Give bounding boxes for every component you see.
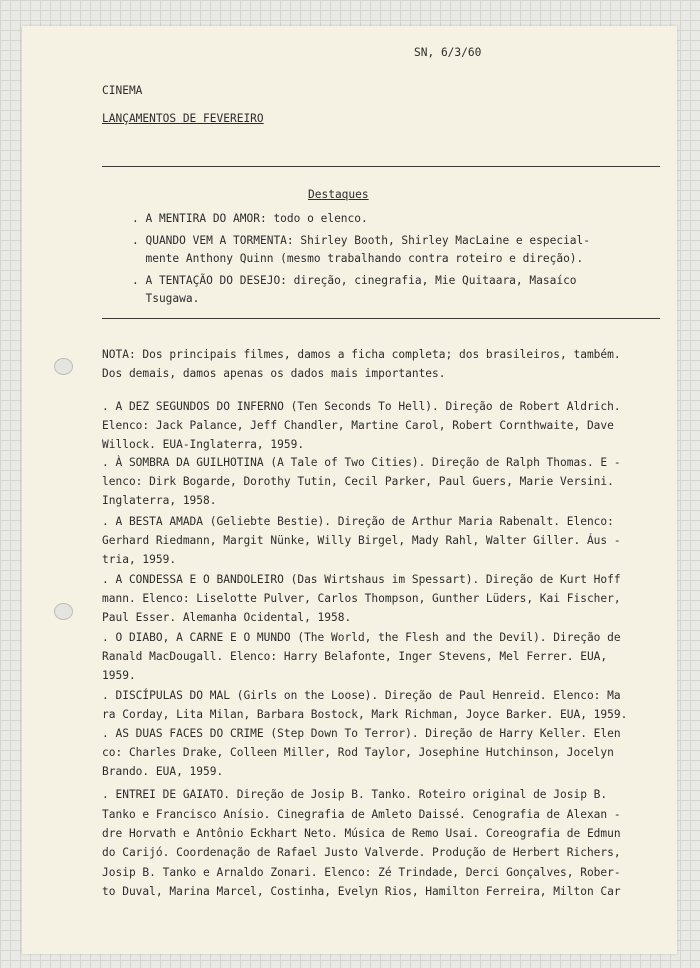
body-line: Tanko e Francisco Anísio. Cinegrafia de Amleto Daissé. Cenografia de Alexan - — [102, 808, 621, 821]
section-title: CINEMA — [102, 84, 143, 97]
highlight-line: . QUANDO VEM A TORMENTA: Shirley Booth, Shirley MacLaine e especial- — [132, 234, 591, 247]
body-line: lenco: Dirk Bogarde, Dorothy Tutin, Cecil Parker, Paul Guers, Marie Versini. — [102, 475, 614, 488]
body-line: tria, 1959. — [102, 553, 177, 566]
note-line: Dos demais, damos apenas os dados mais importantes. — [102, 367, 446, 380]
punch-hole-top — [54, 358, 73, 375]
body-line: do Carijó. Coordenação de Rafael Justo Valverde. Produção de Herbert Richers, — [102, 846, 621, 859]
body-line: Elenco: Jack Palance, Jeff Chandler, Martine Carol, Robert Cornthwaite, Dave — [102, 419, 614, 432]
body-line: co: Charles Drake, Colleen Miller, Rod Taylor, Josephine Hutchinson, Jocelyn — [102, 746, 614, 759]
body-line: mann. Elenco: Liselotte Pulver, Carlos Thompson, Gunther Lüders, Kai Fischer, — [102, 592, 621, 605]
body-line: Gerhard Riedmann, Margit Nünke, Willy Birgel, Mady Rahl, Walter Giller. Áus - — [102, 534, 621, 547]
body-line: Willock. EUA-Inglaterra, 1959. — [102, 438, 305, 451]
divider-top — [102, 166, 660, 167]
body-line: . ENTREI DE GAIATO. Direção de Josip B. Tanko. Roteiro original de Josip B. — [102, 788, 608, 801]
body-line: 1959. — [102, 669, 136, 682]
highlights-heading: Destaques — [308, 188, 369, 201]
body-line: Ranald MacDougall. Elenco: Harry Belafonte, Inger Stevens, Mel Ferrer. EUA, — [102, 650, 608, 663]
body-line: . A DEZ SEGUNDOS DO INFERNO (Ten Seconds To Hell). Direção de Robert Aldrich. — [102, 400, 621, 413]
body-line: . A CONDESSA E O BANDOLEIRO (Das Wirtshaus im Spessart). Direção de Kurt Hoff — [102, 573, 621, 586]
body-line: . DISCÍPULAS DO MAL (Girls on the Loose). Direção de Paul Henreid. Elenco: Ma — [102, 689, 621, 702]
highlight-line: . A TENTAÇÃO DO DESEJO: direção, cinegrafia, Mie Quitaara, Masaíco — [132, 274, 577, 287]
body-line: . AS DUAS FACES DO CRIME (Step Down To Terror). Direção de Harry Keller. Elen — [102, 727, 621, 740]
divider-bottom — [102, 318, 660, 319]
body-line: . A BESTA AMADA (Geliebte Bestie). Direção de Arthur Maria Rabenalt. Elenco: — [102, 515, 614, 528]
highlight-line: Tsugawa. — [132, 292, 200, 305]
page-date: SN, 6/3/60 — [414, 46, 482, 59]
body-line: . À SOMBRA DA GUILHOTINA (A Tale of Two Cities). Direção de Ralph Thomas. E - — [102, 456, 621, 469]
body-line: ra Corday, Lita Milan, Barbara Bostock, Mark Richman, Joyce Barker. EUA, 1959. — [102, 708, 628, 721]
document-page — [22, 26, 677, 954]
punch-hole-bottom — [54, 603, 73, 620]
body-line: Inglaterra, 1958. — [102, 494, 217, 507]
body-line: to Duval, Marina Marcel, Costinha, Evelyn Rios, Hamilton Ferreira, Milton Car — [102, 885, 621, 898]
body-line: Josip B. Tanko e Arnaldo Zonari. Elenco: Zé Trindade, Derci Gonçalves, Rober- — [102, 866, 621, 879]
body-line: Brando. EUA, 1959. — [102, 765, 224, 778]
page-subtitle: LANÇAMENTOS DE FEVEREIRO — [102, 112, 264, 125]
note-line: NOTA: Dos principais filmes, damos a ficha completa; dos brasileiros, também. — [102, 348, 621, 361]
highlight-line: mente Anthony Quinn (mesmo trabalhando contra roteiro e direção). — [132, 252, 584, 265]
body-line: dre Horvath e Antônio Eckhart Neto. Música de Remo Usai. Coreografia de Edmun — [102, 827, 621, 840]
body-line: . O DIABO, A CARNE E O MUNDO (The World, the Flesh and the Devil). Direção de — [102, 631, 621, 644]
body-line: Paul Esser. Alemanha Ocidental, 1958. — [102, 611, 352, 624]
highlight-line: . A MENTIRA DO AMOR: todo o elenco. — [132, 212, 368, 225]
